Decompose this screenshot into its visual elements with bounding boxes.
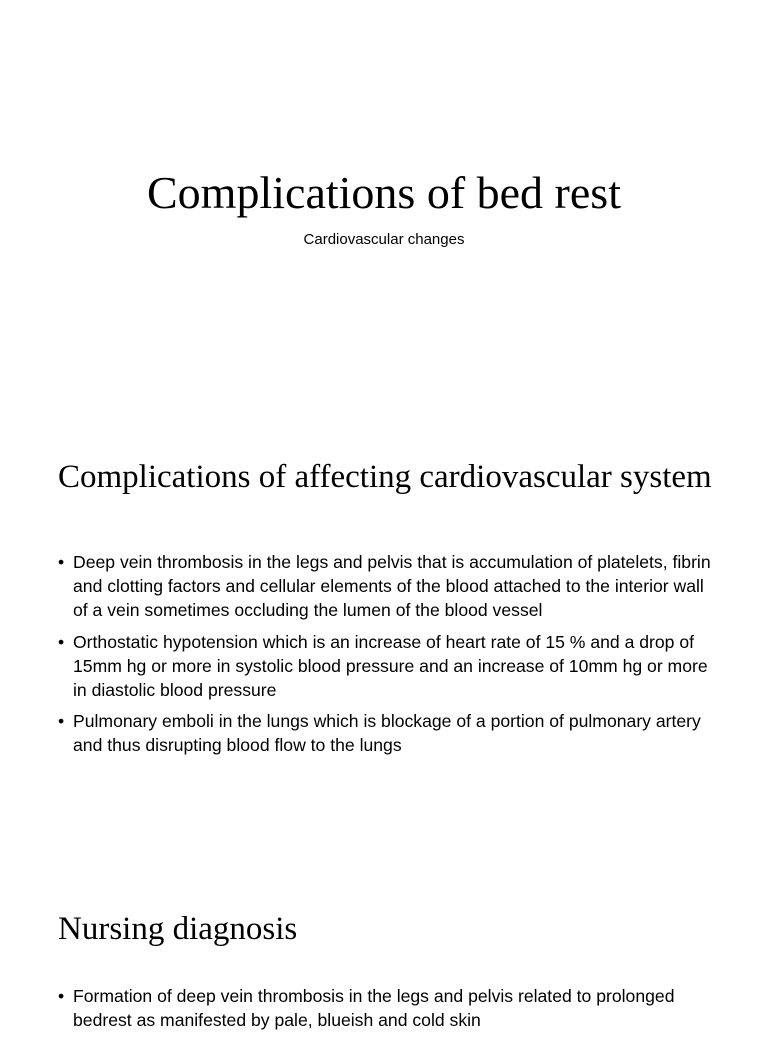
nursing-diagnosis-bullet-list	[58, 984, 718, 1039]
bullet-text: Orthostatic hypotension which is an increase of heart rate of 15 % and a drop of 15mm hg or more in systolic blood pressure and an increase of 10mm hg or more in diastolic blood pressure	[73, 631, 708, 701]
nursing-diagnosis-heading: Nursing diagnosis	[58, 911, 298, 947]
bullet-dot-icon: •	[58, 552, 65, 572]
slide-title-heading: Complications of bed rest	[147, 167, 621, 218]
bullet-dot-icon: •	[58, 711, 65, 732]
complications-bullet-list	[58, 550, 718, 765]
slide-complications	[0, 440, 768, 880]
bullet-dot-icon: •	[58, 986, 65, 1006]
bullet-text: Pulmonary emboli in the lungs which is blockage of a portion of pulmonary artery and thus disrupting blood flow to the lungs	[73, 711, 701, 756]
slide-title	[0, 0, 768, 420]
bullet-text: Deep vein thrombosis in the legs and pelvis that is accumulation of platelets, fibrin and clotting factors and cellular elements of the blood attached to the interior wall of a vein sometimes occluding the lumen of the blood vessel	[73, 552, 711, 621]
slide-nursing-diagnosis	[0, 880, 768, 1031]
bullet-text: Formation of deep vein thrombosis in the legs and pelvis related to prolonged bedrest as manifested by pale, blueish and cold skin	[73, 986, 675, 1031]
bullet-item	[58, 550, 718, 623]
bullet-item	[58, 630, 718, 703]
bullet-item	[58, 709, 718, 757]
bullet-dot-icon: •	[58, 631, 65, 652]
complications-heading: Complications of affecting cardiovascular system	[58, 459, 712, 495]
slide-subtitle: Cardiovascular changes	[303, 231, 465, 248]
bullet-item	[58, 984, 718, 1032]
